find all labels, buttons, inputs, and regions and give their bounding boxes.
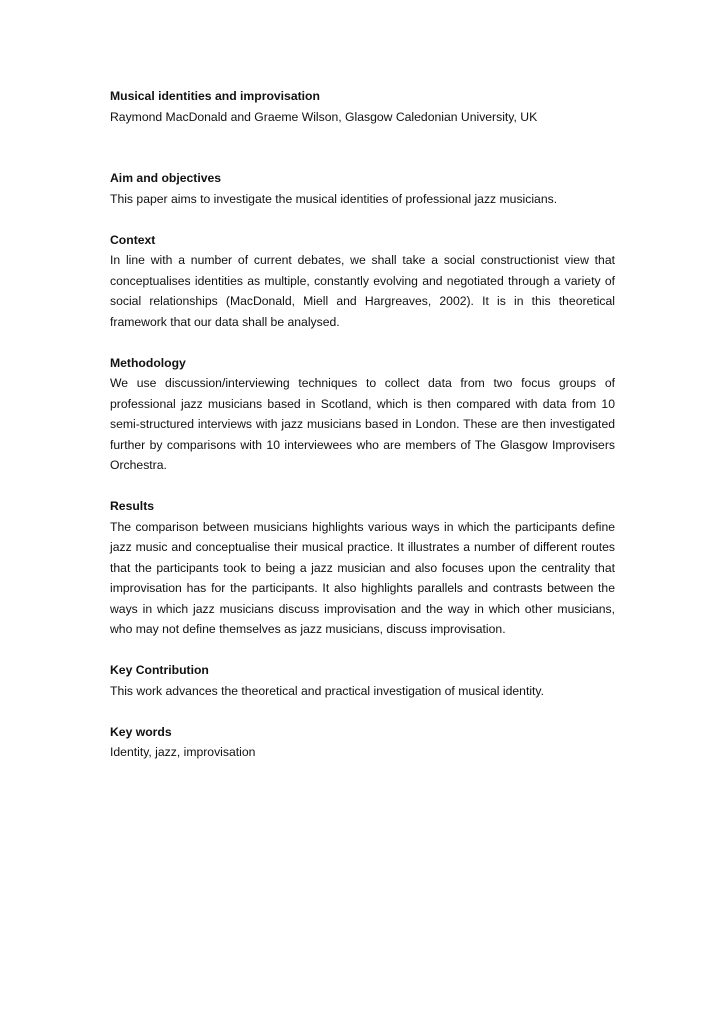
section-body: This paper aims to investigate the musical identities of professional jazz musicians. — [110, 191, 558, 206]
section-key-words — [110, 722, 615, 763]
section-methodology — [110, 353, 615, 476]
section-key-contribution — [110, 660, 615, 701]
section-aim — [110, 168, 615, 209]
section-heading: Key Contribution — [110, 663, 209, 677]
section-body: We use discussion/interviewing techniques to collect data from two focus groups of professional jazz musicians based in Scotland, which is then compared with data from 10 semi-structured interviews with jazz musicians based in London. These are then investigated further by comparisons with 10 interviewees who are members of The Glasgow Improvisers Orchestra. — [110, 376, 615, 472]
section-results — [110, 496, 615, 640]
section-heading: Results — [110, 499, 155, 513]
paper-title: Musical identities and improvisation — [110, 89, 320, 103]
section-heading: Context — [110, 232, 156, 247]
section-heading: Methodology — [110, 355, 186, 370]
paper-page — [110, 86, 615, 783]
section-context — [110, 230, 615, 333]
paper-authors: Raymond MacDonald and Graeme Wilson, Glasgow Caledonian University, UK — [110, 109, 538, 124]
title-spacer — [110, 127, 615, 168]
section-body: Identity, jazz, improvisation — [110, 745, 256, 759]
section-heading: Key words — [110, 724, 172, 739]
section-heading: Aim and objectives — [110, 171, 222, 185]
section-body: In line with a number of current debates, we shall take a social constructionist view that conceptualises identities as multiple, constantly evolving and negotiated through a variety of social relationships (MacDonald, Miell and Hargreaves, 2002). It is in this theoretical framework that our data shall be analysed. — [110, 253, 615, 329]
section-body: The comparison between musicians highlights various ways in which the participants define jazz music and conceptualise their musical practice. It illustrates a number of different routes that the participants took to being a jazz musician and also focuses upon the centrality that improvisation has for the participants. It also highlights parallels and contrasts between the ways in which jazz musicians discuss improvisation and the way in which other musicians, who may not define themselves as jazz musicians, discuss improvisation. — [110, 519, 615, 636]
section-body: This work advances the theoretical and practical investigation of musical identity. — [110, 683, 545, 698]
